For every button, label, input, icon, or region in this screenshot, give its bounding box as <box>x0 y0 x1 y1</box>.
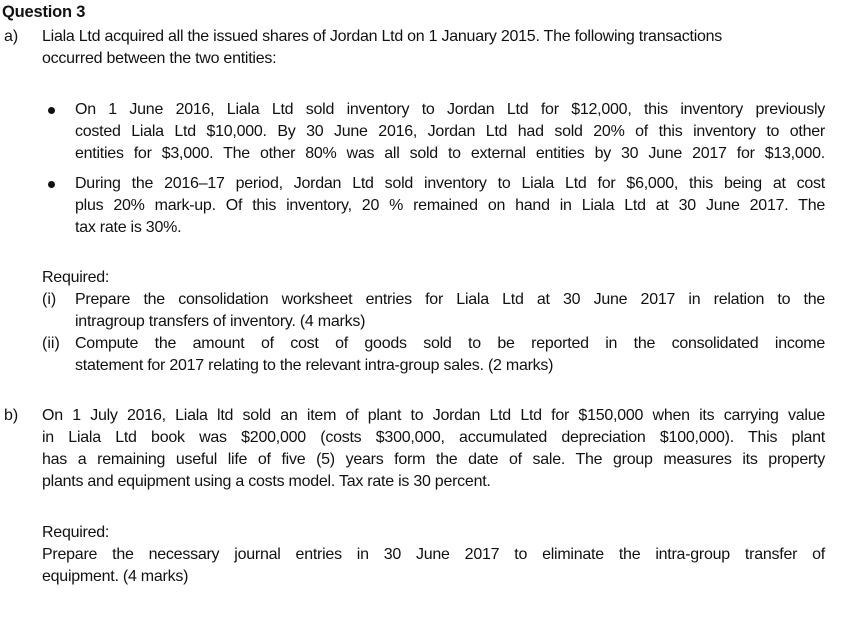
bullet-1-line-1: On 1 June 2016, Liala Ltd sold inventory to Jordan Ltd for $12,000, this inventory previously <box>75 101 825 118</box>
part-b-line-3: has a remaining useful life of five (5) years form the date of sale. The group measures its property <box>42 451 825 468</box>
bullet-2-line-3: tax rate is 30%. <box>75 219 182 236</box>
requirement-i-line-1: Prepare the consolidation worksheet entries for Liala Ltd at 30 June 2017 in relation to the <box>75 291 825 308</box>
part-b-required-line-2: equipment. (4 marks) <box>42 568 189 585</box>
part-b-line-4: plants and equipment using a costs model. Tax rate is 30 percent. <box>42 473 491 490</box>
requirement-i <box>75 289 825 333</box>
part-b-required-line-1: Prepare the necessary journal entries in 30 June 2017 to eliminate the intra-group transfer of <box>42 546 825 563</box>
bullet-1-line-3: entities for $3,000. The other 80% was all sold to external entities by 30 June 2017 for $13,000. <box>75 145 825 162</box>
bullet-item-2 <box>75 173 825 239</box>
part-a-intro-line-2: occurred between the two entities: <box>42 50 277 67</box>
bullet-1-line-2: costed Liala Ltd $10,000. By 30 June 2016, Jordan Ltd had sold 20% of this inventory to other <box>75 123 825 140</box>
part-b-line-2: in Liala Ltd book was $200,000 (costs $300,000, accumulated depreciation $100,000). This plant <box>42 429 825 446</box>
part-a-required-label: Required: <box>42 269 110 286</box>
bullet-2-line-2: plus 20% mark-up. Of this inventory, 20 % remained on hand in Liala Ltd at 30 June 2017. The <box>75 197 825 214</box>
part-b-text <box>42 405 825 493</box>
part-b-required <box>42 544 825 588</box>
requirement-ii-line-1: Compute the amount of cost of goods sold to be reported in the consolidated income <box>75 335 825 352</box>
part-b-required-label: Required: <box>42 524 110 541</box>
question-title: Question 3 <box>2 3 86 21</box>
part-a-intro-line-1: Liala Ltd acquired all the issued shares of Jordan Ltd on 1 January 2015. The following transactions <box>42 28 723 45</box>
part-b-line-1: On 1 July 2016, Liala ltd sold an item of plant to Jordan Ltd Ltd for $150,000 when its carrying value <box>42 407 825 424</box>
bullet-icon <box>48 181 55 188</box>
part-a-intro <box>42 26 824 70</box>
part-a-label: a) <box>4 28 19 45</box>
part-b-label: b) <box>4 407 19 424</box>
requirement-ii <box>75 333 825 377</box>
bullet-icon <box>48 107 55 114</box>
requirement-ii-line-2: statement for 2017 relating to the relevant intra-group sales. (2 marks) <box>75 357 554 374</box>
requirement-ii-label: (ii) <box>42 335 60 352</box>
bullet-2-line-1: During the 2016–17 period, Jordan Ltd sold inventory to Liala Ltd for $6,000, this being at cost <box>75 175 825 192</box>
bullet-item-1 <box>75 99 825 165</box>
requirement-i-line-2: intragroup transfers of inventory. (4 marks) <box>75 313 366 330</box>
requirement-i-label: (i) <box>42 291 57 308</box>
